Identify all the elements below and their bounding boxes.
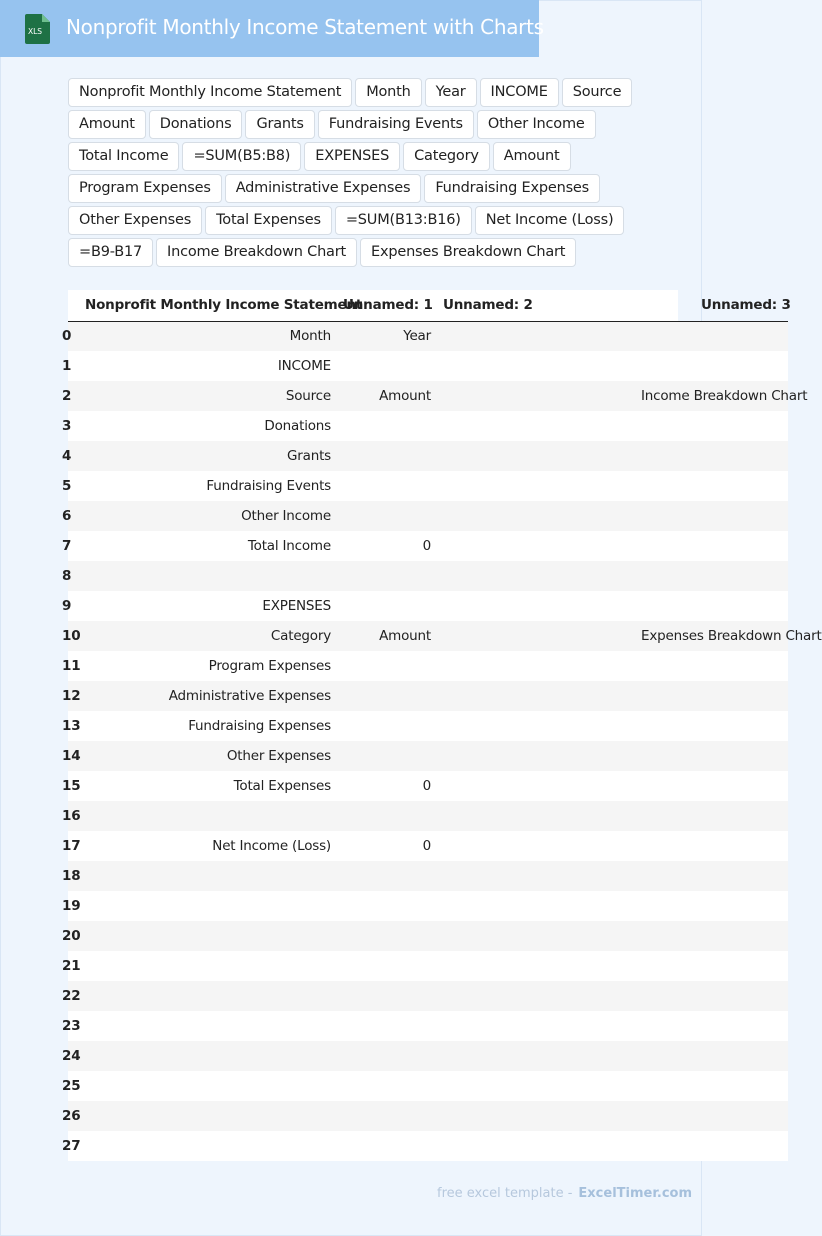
table-cell[interactable] [79,1071,337,1101]
row-index[interactable]: 24 [62,1048,81,1064]
table-row [68,531,788,561]
table-cell[interactable]: INCOME [277,358,331,374]
table-cell[interactable] [437,471,531,501]
table-row [68,321,788,351]
tag-chip[interactable]: =B9-B17 [68,238,153,267]
table-cell[interactable] [437,561,531,591]
table-cell[interactable] [79,1011,337,1041]
table-cell[interactable] [437,711,531,741]
table-cell[interactable] [337,861,437,891]
table-cell[interactable] [531,501,788,531]
row-index[interactable]: 26 [62,1108,81,1124]
table-cell[interactable] [531,951,788,981]
table-cell[interactable]: Fundraising Events [206,478,331,494]
table-cell[interactable] [337,921,437,951]
table-cell[interactable] [337,591,437,621]
table-cell[interactable] [437,441,531,471]
table-row [68,411,788,441]
table-cell[interactable]: Expenses Breakdown Chart [641,628,822,644]
table-cell[interactable] [531,411,788,441]
row-index[interactable]: 1 [62,358,72,374]
table-cell[interactable] [531,531,788,561]
table-row [68,771,788,801]
table-cell[interactable] [531,801,788,831]
row-index[interactable]: 2 [62,388,72,404]
table-cell[interactable] [337,981,437,1011]
table-cell[interactable] [337,651,437,681]
table-cell[interactable]: Category [270,628,331,644]
tag-chip[interactable]: Amount [68,110,146,139]
tag-chip[interactable]: Income Breakdown Chart [156,238,357,267]
table-cell[interactable]: Other Income [241,508,331,524]
row-index[interactable]: 9 [62,598,72,614]
table-cell[interactable] [337,441,437,471]
table-row [68,591,788,621]
table-cell[interactable] [437,681,531,711]
tag-chip[interactable]: Category [403,142,490,171]
tag-chip[interactable]: Grants [245,110,314,139]
tag-chip[interactable]: Donations [149,110,243,139]
row-index[interactable]: 19 [62,898,81,914]
row-index[interactable]: 0 [62,328,72,345]
column-header: Nonprofit Monthly Income Statement [79,290,337,321]
table-cell[interactable] [531,651,788,681]
row-index[interactable]: 17 [62,838,81,854]
row-index[interactable]: 25 [62,1078,81,1094]
table-cell[interactable] [531,1011,788,1041]
table-cell[interactable] [437,351,531,381]
table-cell[interactable] [531,741,788,771]
table-cell[interactable]: Amount [379,388,431,404]
row-index[interactable]: 7 [62,538,72,554]
table-cell[interactable] [337,1101,437,1131]
table-cell[interactable] [531,1071,788,1101]
table-cell[interactable]: Income Breakdown Chart [641,388,808,404]
table-cell[interactable]: Total Expenses [233,778,331,794]
table-cell[interactable]: Amount [379,628,431,644]
row-index[interactable]: 21 [62,958,81,974]
tag-chip[interactable]: Fundraising Expenses [424,174,600,203]
table-cell[interactable] [531,981,788,1011]
table-cell[interactable] [437,1071,531,1101]
table-cell[interactable] [531,891,788,921]
table-row [68,711,788,741]
table-cell[interactable]: Grants [287,448,331,464]
row-index[interactable]: 23 [62,1018,81,1034]
table-cell[interactable] [531,351,788,381]
table-cell[interactable] [437,1011,531,1041]
tag-chip[interactable]: Total Expenses [205,206,332,235]
table-cell[interactable] [531,831,788,861]
table-cell[interactable] [337,351,437,381]
table-cell[interactable] [79,891,337,921]
table-row [68,1041,788,1071]
table-cell[interactable] [437,921,531,951]
table-cell[interactable] [79,1131,337,1161]
table-row [68,681,788,711]
tag-list [68,78,690,270]
table-cell[interactable] [79,561,337,591]
table-cell[interactable] [337,891,437,921]
table-row [68,861,788,891]
table-cell[interactable]: Fundraising Expenses [188,718,331,734]
footer-text: free excel template - [437,1186,573,1201]
table-cell[interactable] [437,771,531,801]
footer-brand-link[interactable]: ExcelTimer.com [578,1186,693,1201]
table-cell[interactable]: Total Income [247,538,331,554]
table-cell[interactable] [531,1131,788,1161]
tag-chip[interactable]: Net Income (Loss) [475,206,625,235]
column-header: Unnamed: 2 [437,290,531,321]
table-cell[interactable] [531,681,788,711]
table-cell[interactable] [437,1041,531,1071]
data-table-viewport[interactable] [62,290,822,1161]
tag-chip[interactable]: Fundraising Events [318,110,474,139]
table-cell[interactable] [337,741,437,771]
table-cell[interactable] [79,1101,337,1131]
table-row [68,1131,788,1161]
table-row [68,891,788,921]
table-row [68,1101,788,1131]
table-cell[interactable] [437,531,531,561]
table-row [68,501,788,531]
table-cell[interactable] [437,831,531,861]
table-cell[interactable] [437,1101,531,1131]
table-cell[interactable] [531,561,788,591]
table-row [68,561,788,591]
tag-chip[interactable]: Other Expenses [68,206,202,235]
table-cell[interactable] [437,801,531,831]
row-index[interactable]: 11 [62,658,81,674]
table-cell[interactable] [337,711,437,741]
table-cell[interactable]: 0 [422,538,431,554]
table-row [68,651,788,681]
column-header: Unnamed: 3 [531,290,788,321]
table-cell[interactable]: EXPENSES [262,598,331,614]
tag-chip[interactable]: =SUM(B5:B8) [182,142,301,171]
table-cell[interactable] [337,1011,437,1041]
table-cell[interactable]: Year [403,328,431,345]
table-cell[interactable]: 0 [422,778,431,794]
table-cell[interactable] [79,861,337,891]
table-cell[interactable] [437,621,531,651]
row-index[interactable]: 4 [62,448,72,464]
page-header [0,0,544,57]
table-row [68,801,788,831]
table-cell[interactable] [531,1041,788,1071]
row-index[interactable]: 15 [62,778,81,794]
table-row [68,441,788,471]
table-cell[interactable] [437,651,531,681]
tag-chip[interactable]: Administrative Expenses [225,174,422,203]
table-row [68,951,788,981]
row-index[interactable]: 14 [62,748,81,764]
table-cell[interactable]: Net Income (Loss) [212,838,331,854]
table-row [68,831,788,861]
row-index[interactable]: 13 [62,718,81,734]
row-index[interactable]: 10 [62,628,81,644]
tag-chip[interactable]: Program Expenses [68,174,222,203]
table-row [68,981,788,1011]
table-cell[interactable]: Program Expenses [208,658,331,674]
table-cell[interactable] [531,771,788,801]
page-title: Nonprofit Monthly Income Statement with Charts [66,15,544,39]
table-cell[interactable] [437,981,531,1011]
table-cell[interactable] [531,1101,788,1131]
table-cell[interactable]: Other Expenses [226,748,331,764]
table-cell[interactable] [531,471,788,501]
table-row [68,921,788,951]
table-cell[interactable] [531,591,788,621]
table-cell[interactable]: Administrative Expenses [168,688,331,704]
table-cell[interactable] [337,1131,437,1161]
table-cell[interactable]: 0 [422,838,431,854]
table-row [68,621,788,651]
row-index[interactable]: 5 [62,478,72,494]
table-cell[interactable] [531,861,788,891]
table-header-row [68,290,788,321]
tag-chip[interactable]: Expenses Breakdown Chart [360,238,576,267]
footer [437,1186,692,1201]
tag-chip[interactable]: Month [355,78,421,107]
tag-chip[interactable]: Year [425,78,477,107]
table-cell[interactable] [337,1041,437,1071]
row-index[interactable]: 16 [62,808,81,824]
table-cell[interactable] [79,801,337,831]
excel-icon-label: XLS [27,27,43,36]
data-table [62,290,822,1161]
tag-chip[interactable]: =SUM(B13:B16) [335,206,472,235]
table-cell[interactable] [437,591,531,621]
table-cell[interactable] [531,321,788,351]
table-cell[interactable] [437,321,531,351]
tag-chip[interactable]: Amount [493,142,571,171]
table-cell[interactable] [531,921,788,951]
table-cell[interactable] [437,951,531,981]
table-cell[interactable] [437,501,531,531]
table-row [68,1011,788,1041]
table-cell[interactable]: Month [289,328,331,345]
table-cell[interactable] [337,471,437,501]
row-index[interactable]: 6 [62,508,72,524]
table-cell[interactable] [531,711,788,741]
row-index[interactable]: 27 [62,1138,81,1154]
row-index[interactable]: 8 [62,568,72,584]
table-cell[interactable] [337,501,437,531]
tag-chip[interactable]: Nonprofit Monthly Income Statement [68,78,352,107]
tag-chip[interactable]: INCOME [480,78,559,107]
table-cell[interactable] [337,411,437,441]
table-cell[interactable] [79,981,337,1011]
table-cell[interactable] [79,921,337,951]
table-cell[interactable]: Source [285,388,331,404]
row-index[interactable]: 22 [62,988,81,1004]
tag-chip[interactable]: Other Income [477,110,596,139]
column-header-index [68,290,79,321]
table-row [68,351,788,381]
table-cell[interactable] [337,801,437,831]
table-row [68,1071,788,1101]
table-cell[interactable] [437,381,531,411]
table-row [68,381,788,411]
table-cell[interactable] [437,891,531,921]
table-cell[interactable] [437,411,531,441]
tag-chip[interactable]: Source [562,78,633,107]
table-row [68,471,788,501]
row-index[interactable]: 20 [62,928,81,944]
column-header: Unnamed: 1 [337,290,437,321]
tag-chip[interactable]: Total Income [68,142,179,171]
row-index[interactable]: 3 [62,418,72,434]
table-cell[interactable] [79,1041,337,1071]
table-cell[interactable] [437,1131,531,1161]
table-row [68,741,788,771]
table-cell[interactable] [79,951,337,981]
row-index[interactable]: 12 [62,688,81,704]
tag-chip[interactable]: EXPENSES [304,142,400,171]
table-cell[interactable]: Donations [264,418,331,434]
table-cell[interactable] [337,1071,437,1101]
table-cell[interactable] [437,741,531,771]
table-cell[interactable] [437,861,531,891]
excel-file-icon [22,14,50,44]
table-cell[interactable] [337,561,437,591]
table-cell[interactable] [531,441,788,471]
row-index[interactable]: 18 [62,868,81,884]
table-cell[interactable] [337,951,437,981]
table-cell[interactable] [337,681,437,711]
